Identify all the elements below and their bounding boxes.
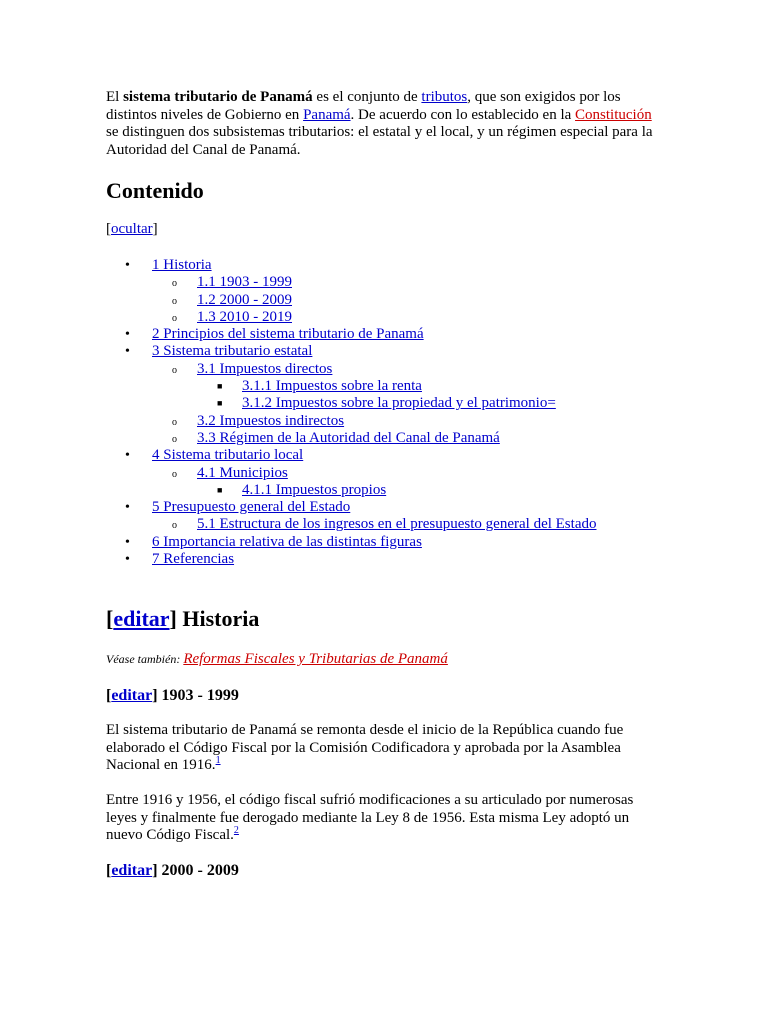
contents-heading: Contenido [106,178,204,203]
bullet-circle-icon: o [172,278,177,290]
toc-item [152,465,596,500]
toc-link[interactable]: 3.3 Régimen de la Autoridad del Canal de Panamá [197,429,500,446]
edit-link[interactable]: editar [113,606,170,631]
bracket: [ [106,687,112,704]
bullet-square-icon: ■ [217,381,223,392]
toc-item [106,343,596,447]
toc-hide-link[interactable]: ocultar [111,221,153,237]
intro-text: es el conjunto de [312,89,422,105]
toc-link[interactable]: 1 Historia [152,257,212,273]
toc-link[interactable]: 6 Importancia relativa de las distintas figuras [152,533,422,550]
constitucion-link[interactable]: Constitución [575,106,652,123]
see-also-note [106,650,448,668]
toc-link[interactable]: 3.1.1 Impuestos sobre la renta [242,378,422,395]
intro-paragraph [106,89,666,159]
toc-link[interactable]: 3.1 Impuestos directos [197,360,333,377]
edit-link[interactable]: editar [111,862,153,879]
bullet-circle-icon: o [172,468,177,480]
panama-link[interactable]: Panamá [303,106,351,123]
bullet-square-icon: ■ [217,398,223,409]
toc-item [152,516,596,533]
intro-text: . De acuerdo con lo establecido en la [350,106,576,123]
toc-link[interactable]: 4.1.1 Impuestos propios [242,481,387,498]
subsection-heading-2000 [106,861,239,881]
bracket: [ [106,221,111,237]
see-also-link[interactable]: Reformas Fiscales y Tributarias de Panamá [183,651,448,667]
section-title: 1903 - 1999 [157,687,239,704]
toc-link[interactable]: 3.1.2 Impuestos sobre la propiedad y el patrimonio= [242,395,556,412]
bullet-circle-icon: o [172,416,177,428]
intro-bold-term: sistema tributario de Panamá [123,89,313,105]
toc-item [152,430,596,447]
paragraph [106,722,666,775]
toc-item [106,499,596,534]
toc-item [152,413,596,430]
toc-toggle [106,221,158,238]
bullet-disc-icon: • [125,344,130,360]
historia-heading [106,605,259,633]
toc-item [106,326,596,343]
intro-text: se distinguen dos subsistemas tributarios: el estatal y el local, y un régimen especial para la Autoridad del Canal de Panamá. [106,124,653,158]
toc-item [197,482,596,499]
bracket: [ [106,862,112,879]
toc-link[interactable]: 3 Sistema tributario estatal [152,343,313,360]
bullet-disc-icon: • [125,552,130,568]
bullet-disc-icon: • [125,534,130,550]
toc-item [152,361,596,413]
reference-link[interactable]: 1 [215,755,221,766]
bullet-circle-icon: o [172,364,177,376]
toc-link[interactable]: 5.1 Estructura de los ingresos en el presupuesto general del Estado [197,516,597,533]
toc-link[interactable]: 5 Presupuesto general del Estado [152,499,351,516]
see-also-prefix: Véase también: [106,652,184,666]
toc-item [106,447,596,499]
intro-text: , que son exigidos por los distintos niveles de Gobierno en [106,89,621,123]
bullet-disc-icon: • [125,258,130,273]
toc-link[interactable]: 3.2 Impuestos indirectos [197,412,345,429]
toc-link[interactable]: 1.2 2000 - 2009 [197,291,292,308]
toc-link[interactable]: 1.3 2010 - 2019 [197,308,292,325]
toc-item [197,395,596,412]
bullet-disc-icon: • [125,500,130,516]
section-title: 2000 - 2009 [157,862,239,879]
bracket: ] [152,862,158,879]
toc-link[interactable]: 2 Principios del sistema tributario de Panamá [152,326,424,343]
toc-link[interactable]: 1.1 1903 - 1999 [197,274,292,291]
paragraph-text: Entre 1916 y 1956, el código fiscal sufrió modificaciones a su articulado por numerosas leyes y finalmente fue derogado mediante la Ley 8 de 1956. Esta misma Ley adoptó un nuevo Código Fiscal. [106,792,634,843]
section-title: Historia [176,606,260,631]
subsection-heading-1903 [106,686,239,706]
bullet-circle-icon: o [172,312,177,324]
toc-item [152,274,596,291]
toc-item [106,551,596,568]
toc-item [152,292,596,309]
bullet-circle-icon: o [172,295,177,307]
reference-link[interactable]: 2 [233,825,239,836]
toc-link[interactable]: 4.1 Municipios [197,464,288,481]
bullet-disc-icon: • [125,448,130,464]
intro-text: El [106,89,124,105]
edit-link[interactable]: editar [111,687,153,704]
paragraph [106,792,666,845]
bracket: ] [152,687,158,704]
toc-item [197,378,596,395]
bullet-square-icon: ■ [217,484,223,495]
table-of-contents [106,257,596,568]
bullet-circle-icon: o [172,433,177,445]
toc-item [152,309,596,326]
bullet-circle-icon: o [172,520,177,532]
paragraph-text: El sistema tributario de Panamá se remonta desde el inicio de la República cuando fue elaborado el Código Fiscal por la Comisión Codificadora y aprobada por la Asamblea Nacional en 1916. [106,722,624,773]
toc-item [106,534,596,551]
toc-item [106,257,596,326]
bracket: ] [169,606,177,631]
tributos-link[interactable]: tributos [421,89,468,105]
bracket: ] [152,221,158,237]
bracket: [ [106,606,114,631]
toc-link[interactable]: 7 Referencias [152,551,235,568]
toc-link[interactable]: 4 Sistema tributario local [152,447,304,464]
bullet-disc-icon: • [125,327,130,343]
